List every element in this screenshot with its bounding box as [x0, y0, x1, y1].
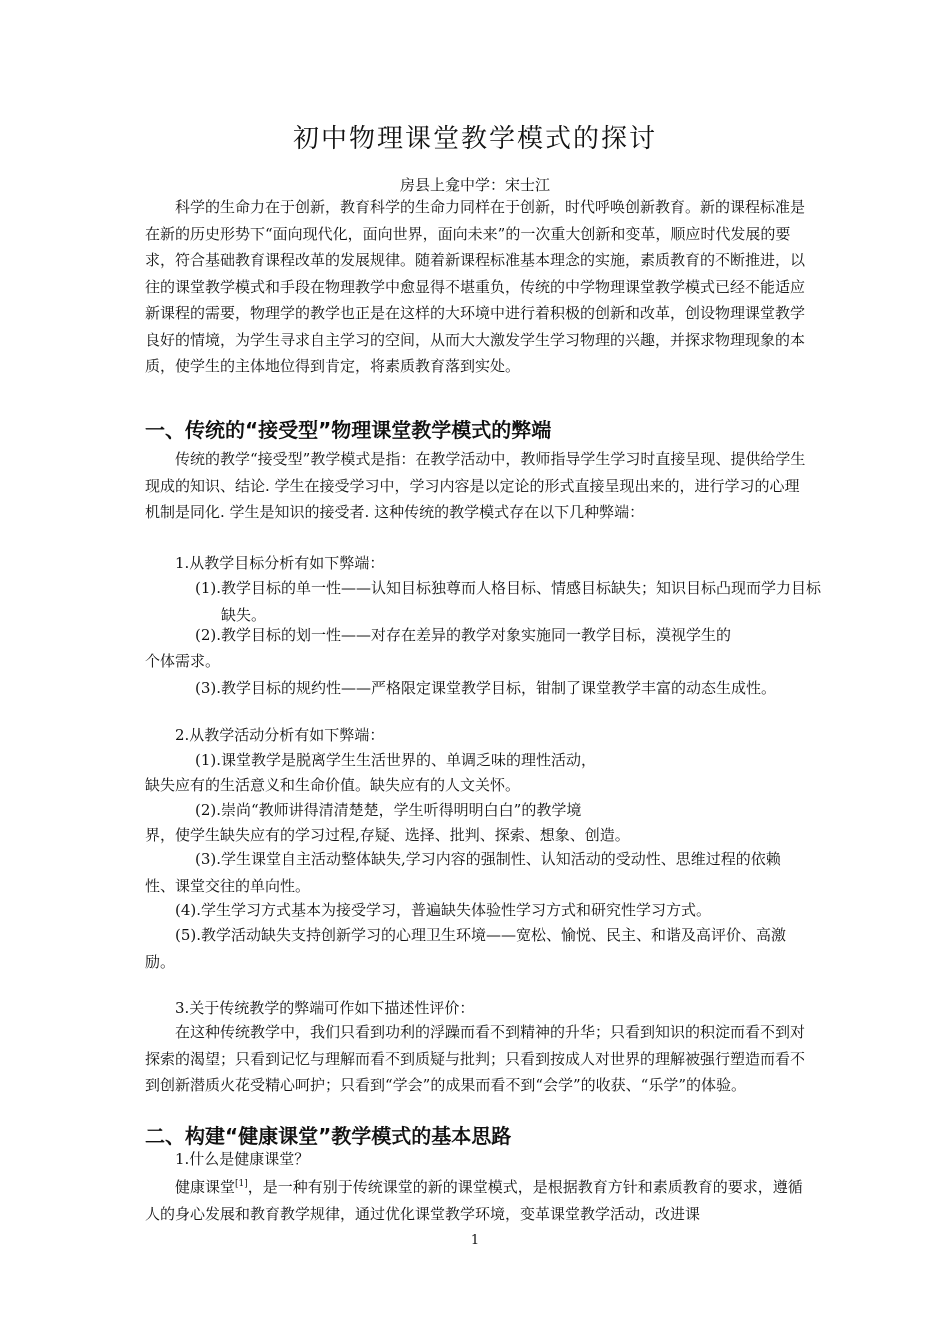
- list-item: (2).崇尚“教师讲得清清楚楚，学生听得明明白白”的教学境: [195, 801, 582, 819]
- list-item-continuation: 缺失应有的生活意义和生命价值。缺失应有的人文关怀。: [145, 776, 521, 794]
- list-item: (2).教学目标的划一性——对存在差异的教学对象实施同一教学目标，漠视学生的: [195, 626, 732, 644]
- section-1-evaluation: 在这种传统教学中，我们只看到功利的浮躁而看不到精神的升华；只看到知识的积淀而看不到对探索的渴望；只看到记忆与理解而看不到质疑与批判；只看到按成人对世界的理解被强行塑造而看不到创新潜质火花受精心呵护；只看到“学会”的成果而看不到“会学”的收获、“乐学”的体验。: [145, 1023, 806, 1094]
- list-item-continuation: 个体需求。: [145, 652, 221, 670]
- section-2-heading: 二、构建“健康课堂”教学模式的基本思路: [145, 1124, 512, 1148]
- subheading-2-1: 1.什么是健康课堂？: [175, 1150, 310, 1168]
- document-title: 初中物理课堂教学模式的探讨: [292, 124, 657, 154]
- subheading-3: 3.关于传统教学的弊端可作如下描述性评价：: [175, 999, 475, 1017]
- page-number: 1: [470, 1233, 480, 1248]
- paragraph-lead: 健康课堂: [175, 1178, 236, 1196]
- list-item: (3).教学目标的规约性——严格限定课堂教学目标，钳制了课堂教学丰富的动态生成性。: [195, 679, 777, 697]
- author-line: 房县上龛中学：宋士江: [399, 176, 550, 194]
- citation-mark[interactable]: [1]: [235, 1179, 248, 1189]
- intro-paragraph: 科学的生命力在于创新，教育科学的生命力同样在于创新，时代呼唤创新教育。新的课程标准是在新的历史形势下“面向现代化，面向世界，面向未来”的一次重大创新和变革，顺应时代发展的要求，符合基础教育课程改革的发展规律。随着新课程标准基本理念的实施，素质教育的不断推进，以往的课堂教学模式和手段在物理教学中愈显得不堪重负，传统的中学物理课堂教学模式已经不能适应新课程的需要，物理学的教学也正是在这样的大环境中进行着积极的创新和改革，创设物理课堂教学良好的情境，为学生寻求自主学习的空间，从而大大激发学生学习物理的兴趣，并探求物理现象的本质，使学生的主体地位得到肯定，将素质教育落到实处。: [145, 198, 806, 375]
- section-1-heading: 一、传统的“接受型”物理课堂教学模式的弊端: [145, 418, 552, 442]
- list-item: (1).教学目标的单一性——认知目标独尊而人格目标、情感目标缺失；知识目标凸现而学力目标缺失。: [195, 579, 822, 624]
- list-item: (1).课堂教学是脱离学生生活世界的、单调乏味的理性活动，: [195, 751, 597, 769]
- subheading-2: 2.从教学活动分析有如下弊端：: [175, 726, 385, 744]
- list-item: (4).学生学习方式基本为接受学习，普遍缺失体验性学习方式和研究性学习方式。: [175, 901, 712, 919]
- list-item: (5).教学活动缺失支持创新学习的心理卫生环境——宽松、愉悦、民主、和谐及高评价、高激励。: [145, 926, 787, 971]
- section-1-paragraph: 传统的教学“接受型”教学模式是指：在教学活动中，教师指导学生学习时直接呈现、提供给学生现成的知识、结论. 学生在接受学习中，学习内容是以定论的形式直接呈现出来的，进行学习的心理机制是同化. 学生是知识的接受者. 这种传统的教学模式存在以下几种弊端：: [145, 450, 806, 521]
- subheading-1: 1.从教学目标分析有如下弊端：: [175, 554, 385, 572]
- list-item: (3).学生课堂自主活动整体缺失,学习内容的强制性、认知活动的受动性、思维过程的依赖性、课堂交往的单向性。: [145, 850, 781, 895]
- section-2-paragraph: [145, 1171, 810, 1227]
- paragraph-text: ，是一种有别于传统课堂的新的课堂模式，是根据教育方针和素质教育的要求，遵循人的身心发展和教育教学规律，通过优化课堂教学环境，变革课堂教学活动，改进课: [145, 1178, 803, 1223]
- list-item-continuation: 界，使学生缺失应有的学习过程,存疑、选择、批判、探索、想象、创造。: [145, 826, 630, 844]
